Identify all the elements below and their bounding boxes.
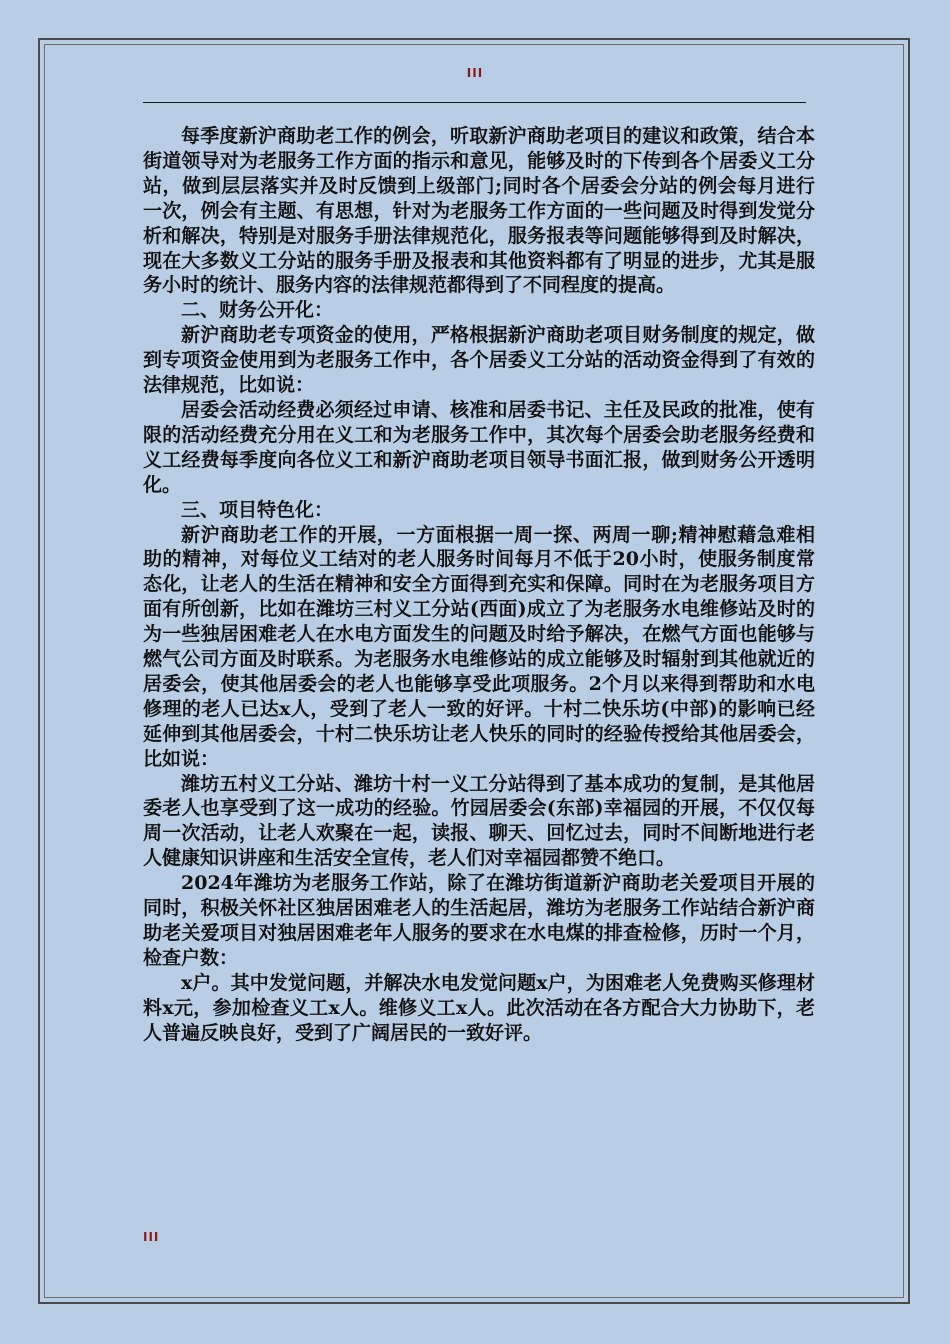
paragraph: 潍坊五村义工分站、潍坊十村一义工分站得到了基本成功的复制，是其他居委老人也享受到了这一成功的经验。竹园居委会(东部)幸福园的开展，不仅仅每周一次活动，让老人欢聚在一起，读报、聊天、回忆过去，同时不间断地进行老人健康知识讲座和生活安全宣传，老人们对幸福园都赞不绝口。 xyxy=(143,772,815,870)
header-mark: III xyxy=(466,66,484,80)
paragraph: 2024年潍坊为老服务工作站，除了在潍坊街道新沪商助老关爱项目开展的同时，积极关怀社区独居困难老人的生活起居，潍坊为老服务工作站结合新沪商助老关爱项目对独居困难老年人服务的要求在水电煤的排查检修，历时一个月，检查户数： xyxy=(143,872,815,969)
document-body xyxy=(143,124,815,1046)
paragraph: 每季度新沪商助老工作的例会，听取新沪商助老项目的建议和政策，结合本街道领导对为老服务工作方面的指示和意见，能够及时的下传到各个居委义工分站，做到层层落实并及时反馈到上级部门;同时各个居委会分站的例会每月进行一次，例会有主题、有思想，针对为老服务工作方面的一些问题及时得到发觉分析和解决，特别是对服务手册法律规范化，服务报表等问题能够得到及时解决，现在大多数义工分站的服务手册及报表和其他资料都有了明显的进步，尤其是服务小时的统计、服务内容的法律规范都得到了不同程度的提高。 xyxy=(143,125,815,297)
footer-mark: III xyxy=(143,1230,160,1244)
paragraph: x户。其中发觉问题，并解决水电发觉问题x户，为困难老人免费购买修理材料x元，参加检查义工x人。维修义工x人。此次活动在各方配合大力协助下，老人普遍反映良好，受到了广阔居民的一致好评。 xyxy=(143,971,815,1044)
paragraph: 新沪商助老工作的开展，一方面根据一周一探、两周一聊;精神慰藉急难相助的精神，对每位义工结对的老人服务时间每月不低于20小时，使服务制度常态化，让老人的生活在精神和安全方面得到充实和保障。同时在为老服务项目方面有所创新，比如在潍坊三村义工分站(西面)成立了为老服务水电维修站及时的为一些独居困难老人在水电方面发生的问题及时给予解决，在燃气方面也能够与燃气公司方面及时联系。为老服务水电维修站的成立能够及时辐射到其他就近的居委会，使其他居委会的老人也能够享受此项服务。2个月以来得到帮助和水电修理的老人已达x人，受到了老人一致的好评。十村二快乐坊(中部)的影响已经延伸到其他居委会，十村二快乐坊让老人快乐的同时的经验传授给其他居委会，比如说： xyxy=(143,523,815,770)
header-rule xyxy=(143,102,806,103)
paragraph: 新沪商助老专项资金的使用，严格根据新沪商助老项目财务制度的规定，做到专项资金使用到为老服务工作中，各个居委义工分站的活动资金得到了有效的法律规范，比如说： xyxy=(143,324,815,397)
paragraph: 居委会活动经费必须经过申请、核准和居委书记、主任及民政的批准，使有限的活动经费充分用在义工和为老服务工作中，其次每个居委会助老服务经费和义工经费每季度向各位义工和新沪商助老项目领导书面汇报，做到财务公开透明化。 xyxy=(143,398,815,496)
section-heading: 三、项目特色化： xyxy=(181,498,334,521)
section-heading: 二、财务公开化： xyxy=(181,299,334,322)
